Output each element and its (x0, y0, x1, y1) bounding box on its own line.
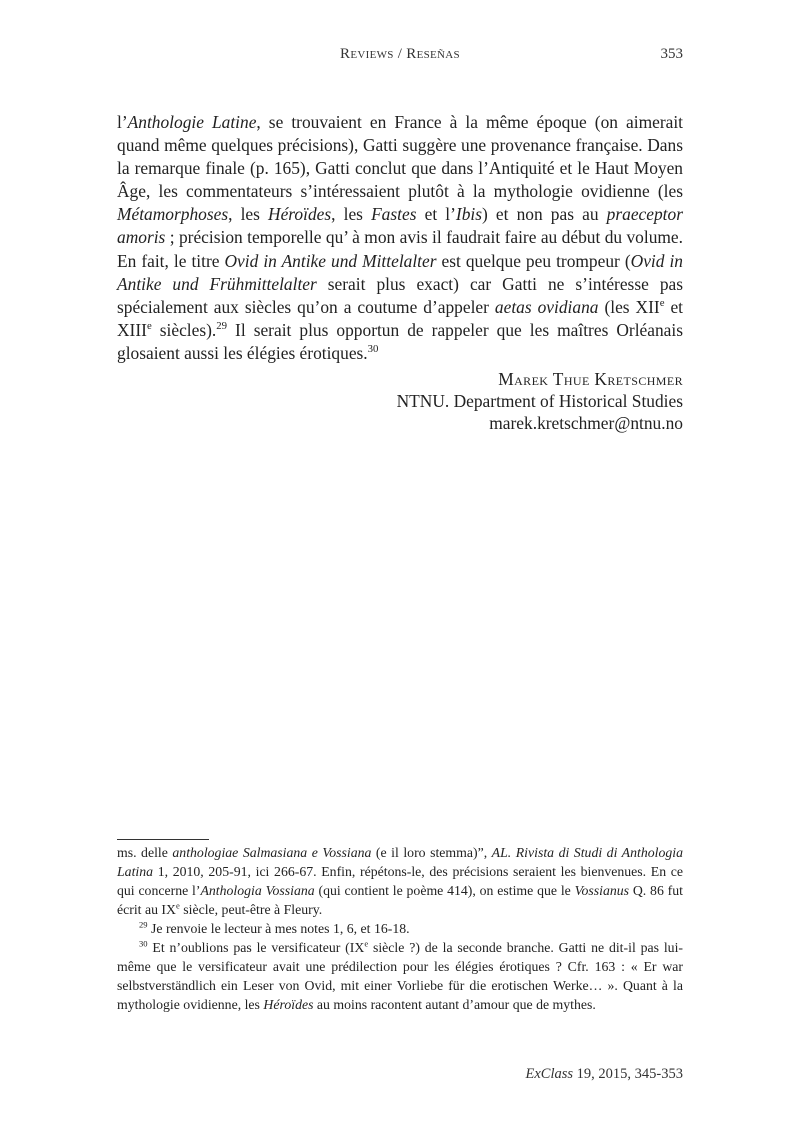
italic-title: Anthologie Latine (127, 112, 257, 132)
text: Et n’oublions pas le versificateur (IX (147, 940, 365, 955)
footnote-ref-30[interactable]: 30 (367, 343, 379, 356)
text: et XIII (117, 296, 683, 340)
italic-phrase: aetas ovidiana (494, 296, 599, 317)
page-footer (526, 1066, 684, 1083)
text: (e il loro stemma)”, (371, 845, 492, 860)
citation: 19, 2015, 345-353 (573, 1066, 683, 1082)
italic-text: anthologiae Salmasiana e Vossiana (172, 845, 372, 860)
footnote-number: 29 (139, 919, 148, 930)
superscript: e (659, 296, 665, 309)
text: (les XII (598, 296, 660, 317)
journal-name: ExClass (525, 1066, 574, 1082)
italic-text: Héroïdes (263, 997, 314, 1012)
footnote-ref-29[interactable]: 29 (216, 320, 228, 333)
text: , les (331, 204, 372, 225)
text: ms. delle (117, 845, 173, 860)
footnote-number: 30 (139, 938, 148, 949)
text: Je renvoie le lecteur à mes notes 1, 6, et 16-18. (147, 921, 410, 936)
text: siècle ?) de la seconde branche. Gatti ne dit-il pas lui-même que le versificateur avait une prédilection pour les élégies érotiques ? Cfr. 163 : « Er war selbstverständlich ein Leser von Ovid, mit einer Vorliebe für die erotischen Werke… ». Quant à la mythologie ovidienne, les (117, 940, 684, 1012)
text: (qui contient le poème 414), on estime que le (314, 883, 575, 898)
text: Il serait plus opportun de rappeler que les maîtres Orléanais glosaient aussi les élégies érotiques. (117, 319, 684, 363)
text: siècle, peut-être à Fleury. (179, 902, 323, 917)
text: ) et non pas au (482, 204, 607, 225)
author-affiliation: NTNU. Department of Historical Studies (396, 391, 683, 411)
body-paragraph (117, 111, 683, 365)
italic-text: AL. Rivista di Studi di Anthologia Latina (117, 845, 683, 879)
text: serait plus exact) car Gatti ne s’intéresse pas spécialement aux siècles qu’on a coutume d’appeler (117, 273, 683, 317)
italic-title: Métamorphoses (117, 204, 229, 225)
text: ; précision temporelle qu’ à mon avis il faudrait faire au début du volume. En fait, le titre (117, 227, 683, 271)
text: siècles). (151, 319, 217, 340)
running-head-title: Reviews / Reseñas (340, 46, 460, 62)
superscript: e (176, 900, 180, 911)
text: au moins racontent autant d’amour que de mythes. (313, 997, 596, 1012)
author-signature (397, 368, 683, 434)
running-head (0, 46, 800, 70)
italic-text: Anthologia Vossiana (200, 883, 315, 898)
italic-phrase: praeceptor amoris (117, 204, 683, 248)
italic-title: Ibis (455, 204, 482, 225)
text: , les (228, 204, 269, 225)
italic-title: Ovid in Antike und Mittelalter (224, 250, 437, 271)
italic-title: Fastes (371, 204, 417, 225)
text: l’ (117, 112, 128, 132)
footnote-separator (117, 839, 209, 840)
italic-title: Ovid in Antike und Frühmittelalter (117, 250, 683, 294)
text: , se trouvaient en France à la même époque (on aimerait quand même quelques précisions), Gatti suggère une provenance française. Dans la remarque finale (p. 165), Gatti conclut que dans l’Antiquité et le Haut Moyen Âge, les commentateurs s’intéressaient plutôt à la mythologie ovidienne (les (117, 112, 683, 202)
footnote-continuation (117, 843, 683, 919)
text: et l’ (416, 204, 456, 225)
text: 1, 2010, 205-91, ici 266-67. Enfin, répétons-le, des précisions seraient les bienvenues. En ce qui concerne l’ (117, 864, 683, 898)
author-name: Marek Thue Kretschmer (498, 369, 683, 389)
italic-title: Héroïdes (268, 204, 332, 225)
text: Q. 86 fut écrit au IX (117, 883, 683, 917)
footnotes (117, 843, 683, 1014)
footnote-30 (117, 938, 683, 1014)
italic-text: Vossianus (574, 883, 630, 898)
footnote-29 (117, 919, 683, 938)
page-number: 353 (660, 46, 683, 62)
superscript: e (146, 320, 152, 333)
superscript: e (364, 938, 369, 949)
text: est quelque peu trompeur ( (436, 250, 631, 271)
author-email[interactable]: marek.kretschmer@ntnu.no (489, 413, 683, 433)
body-text (117, 111, 683, 365)
